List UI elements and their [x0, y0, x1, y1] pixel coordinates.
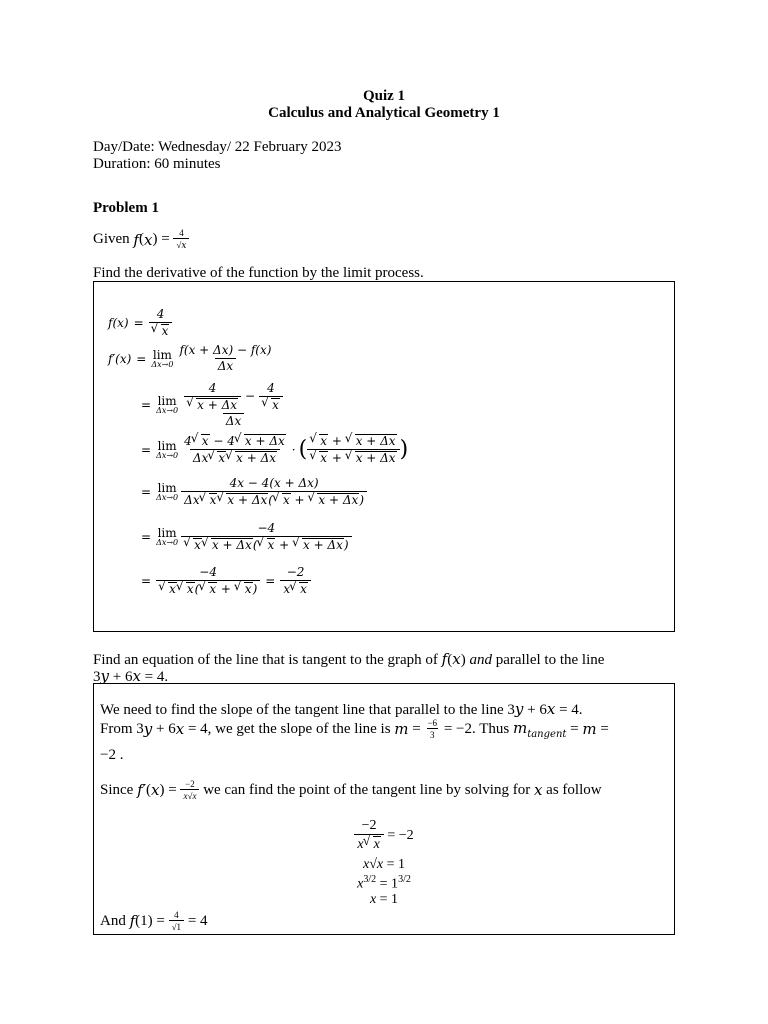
instruction-line-eq: 3y + 6x = 4. [93, 667, 169, 685]
sol-line2: From 3 y + 6 x = 4 , we get the slope of the line is m = $\frac{-6}{3}$ = −2 . Thus $m_{tangent}$ = m = [100, 718, 609, 741]
duration-line: Duration: 60 minutes [93, 156, 221, 172]
step-f: f(x) = 4 √ x [108, 308, 172, 339]
solve-eq3: $x^{3/2} = 1^{3/2}$ [357, 874, 411, 892]
sol-last: And f (1) = $\frac{4}{√1}$ = 4 [100, 910, 208, 933]
step-conjugate: = lim Δx→0 $\frac{4√ x - 4√ x + \Delta x}{\Delta x√ x√ x + \Delta x}$ · ( √ x + √ x + Δx √ x + √ x + Δx ) [136, 434, 408, 466]
given-line: Given f ( x ) = $\frac{4}{√x}$ [93, 228, 189, 252]
date-line: Day/Date: Wednesday/ 22 February 2023 [93, 139, 342, 155]
step-limit-def: f′(x) = lim Δx→0 $\frac{f(x + \Delta x) - f(x)}{\Delta x}$ [108, 343, 272, 373]
problem-title: Problem 1 [93, 200, 159, 216]
solve-eq4: x = 1 [369, 892, 399, 907]
quiz-title: Quiz 1 [362, 88, 406, 104]
sol-line1: We need to find the slope of the tangent line that parallel to the line 3y + 6x = 4. [100, 700, 583, 718]
sol-line4: Since f′ ( x ) = $\frac{-2}{x√x}$ we can find the point of the tangent line by solving for x as follow [100, 779, 602, 802]
step-expand: = lim Δx→0 $\frac{4x - 4(x + \Delta x)}{\Delta x√ x√ x + \Delta x(√ x + √ x + \Delta x)}$ [136, 477, 367, 508]
solve-eq2: x√x = 1 [362, 857, 406, 872]
step-substitute: = lim Δx→0 4 √ x + Δx − 4 √ x Δx [136, 382, 286, 428]
step-result: = −4 √ x√ x(√ x + √ x) = $\frac{-2}{x√ x}$ [136, 566, 311, 597]
course-title: Calculus and Analytical Geometry 1 [268, 105, 500, 121]
sol-line3: −2 . [100, 747, 124, 763]
step-simplify: = lim Δx→0 −4 √ x√ x + Δx(√ x + √ x + Δx) [136, 522, 352, 553]
solve-eq1: $\frac{-2}{x√ x}$ = −2 [0, 818, 768, 853]
instruction-derivative: Find the derivative of the function by the limit process. [93, 265, 424, 281]
instruction-tangent: Find an equation of the line that is tangent to the graph of f(x) and parallel to the line [93, 650, 605, 668]
